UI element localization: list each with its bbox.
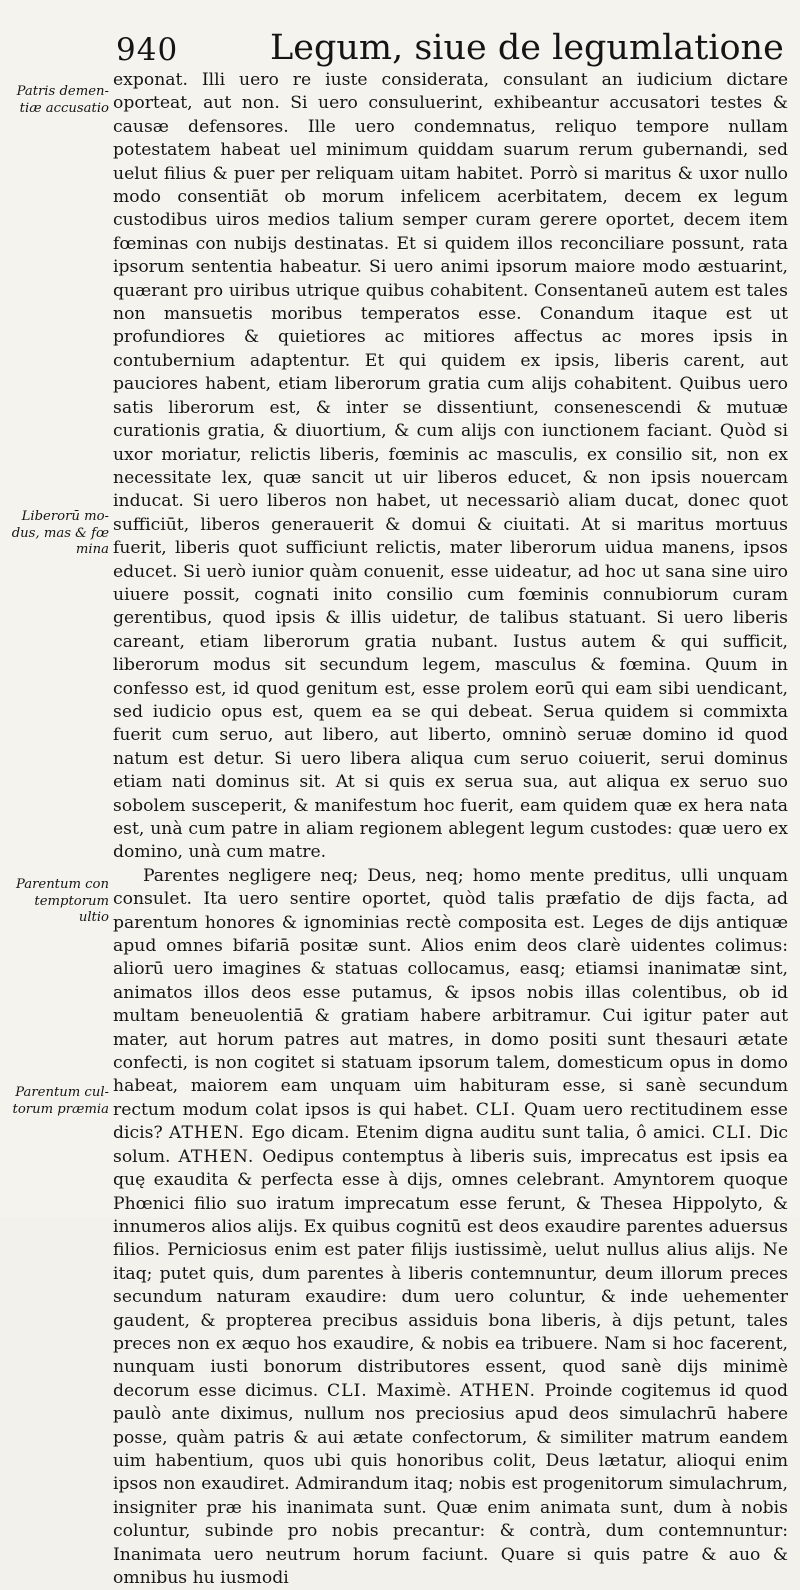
paragraph-text: Ego dicam. Etenim digna auditu sunt talia, ô amici. (251, 1123, 706, 1144)
running-title: Legum, siue de legumlatione (270, 28, 784, 68)
paragraph-text: Oedipus contemptus à liberis suis, imprecatus est ipsis ea quę exaudita & perfecta esse à dijs, omnes celebrant. Amyntorem quoque Phœnici filio suo iratum imprecatum esse ferunt, & Thesea Hippolyto, & innumeros alios alijs. Ex quibus cognitū est deos exaudire parentes aduersus filios. Perniciosus enim est pater filijs iustissimè, uelut nullus alius alijs. Ne itaq; putet quis, dum parentes à liberis contemnuntur, deum illorum preces secundum naturam exaudire: dum uero coluntur, & inde uehementer gaudent, & propterea precibus assiduis bona liberis, à dijs petunt, tales preces non ex æquo hos exaudire, & nobis ea tribuere. Nam si hoc facerent, nunquam iusti bonorum distributores essent, quod sanè dijs minimè decorum esse dicimus. (113, 1146, 788, 1401)
paragraph-text: Proinde cogitemus id quod paulò ante diximus, nullum nos preciosius apud deos simulachrū habere posse, quàm patris & aui ætate confectorum, & similiter matrum eandem uim habentium, quos ubi quis honoribus colit, Deus lætatur, alioqui enim ipsos non exaudiret. Admirandum itaq; nobis est progenitorum simulachrum, insigniter præ his inanimata sunt. Quæ enim animata sunt, dum à nobis coluntur, subinde pro nobis precantur: & contrà, dum contemnuntur: Inanimata uero neutrum horum faciunt. Quare si quis patre & auo & omnibus hu iusmodi (113, 1380, 789, 1588)
page-header (110, 24, 800, 74)
page-number: 940 (116, 32, 179, 68)
margin-note-contemptorum: Parentum con temptorum ultio (15, 877, 109, 925)
paragraph-text: Quòd si uxor moriatur, relictis liberis, fœminis ac masculis, ex consilio sit, non ex necessitate lex, quæ sancit ut uir liberos educet, & non ipsis nouercam inducat. Si uero liberos non habet, ut necessariò aliam ducat, donec quot sufficiūt, liberos generauerit & domui & ciuitati. At si maritus mortuus fuerit, liberis quot sufficiunt relictis, mater liberorum uidua manens, ipsos educet. Si uerò iunior quàm conuenit, esse uideatur, ad hoc ut sana sine uiro uiuere possit, cognati inito consilio cum fœminis connubiorum curam gerentibus, quod ipsis & illis uidetur, de talibus statuant. Si uero liberis careant, etiam liberorum gratia nubant. Iustus autem & qui sufficit, liberorum modus sit secundum legem, masculus & fœmina. Quum in confesso est, id quod genitum est, esse prolem eorū qui eam sibi uendicant, sed iudicio opus est, quem ea se qui debeat. Serua quidem si commixta fuerit cum seruo, aut libero, aut liberto, omninò seruæ domino id quod natum est detur. Si uero libera aliqua cum seruo coiuerit, serui dominus etiam nati dominus sit. At si quis ex serua sua, aut aliqua ex seruo suo sobolem susceperit, & manifestum hoc fuerit, eam quidem quæ ex hera nata est, unà cum patre in aliam regionem ablegent legum custodes: quæ uero ex domino, unà cum matre. (113, 421, 788, 863)
speaker-label: ATHEN. (178, 1146, 255, 1167)
margin-note-liberorum: Liberorū mo-dus, mas & fœ mina (11, 509, 109, 557)
paragraph-text: exponat. Illi uero re iuste considerata, consulant an iudicium dictare oporteat, aut non. Si uero consuluerint, exhibeantur accusatori testes & causæ defensores. Ille uero condemnatus, reliquo tempore nullam potestatem habeat uel minimum quiddam suarum rerum gubernandi, sed uelut filius & puer per reliquam uitam habitet. Porrò si maritus & uxor nullo modo consentiāt ob morum infelicem acerbitatem, decem ex legum custodibus uiros medios talium semper curam gerere oportet, decem item fœminas con nubijs destinatas. Et si quidem illos reconciliare possunt, rata ipsorum sententia habeatur. Si uero animi ipsorum maiore modo æstuarint, quærant pro uiribus utrique quibus cohabitent. Consentaneū autem est tales non mansuetis moribus temperatos esse. Conandum itaque est ut profundiores & quietiores ac mitiores affectus ac mores ipsis in contubernium adaptentur. Et qui quidem ex ipsis, liberis carent, aut pauciores habent, etiam liberorum gratia cum alijs cohabitent. Quibus uero satis liberorum est, & inter se dissentiunt, consenescendi & mutuæ curationis gratia, & diuortium, & cum alijs con iunctionem faciant. (113, 70, 788, 442)
paragraph (113, 69, 788, 865)
body-text (113, 69, 788, 1590)
paragraph-text: Quam uero rectitudinem esse dicis? (113, 1099, 788, 1144)
paragraph (113, 865, 788, 1590)
paragraph-text: Parentes negligere neq; Deus, neq; homo mente preditus, ulli unquam consulet. Ita uero sentire oportet, quòd talis præfatio de dijs facta, ad parentum honores & ignominias rectè composita est. Leges de dijs antiquæ apud omnes bifariā positæ sunt. Alios enim deos clarè uidentes colimus: aliorū uero imagines & statuas collocamus, easq; etiamsi inanimatæ sint, animatos illos deos esse putamus, & ipsos nobis illas colentibus, ob id multam beneuolentiā & gratiam habere arbitramur. Cui igitur pater aut mater, aut horum patres aut matres, in domo positi sunt thesauri ætate confecti, is non cogitet si statuam ipsorum talem, domesticum opus in domo habeat, maiorem eam unquam uim habituram esse, si sanè secundum rectum modum colat ipsos is qui habet. (113, 865, 788, 1120)
speaker-label: CLI. (711, 1123, 753, 1144)
paragraph-text: Dic solum. (113, 1123, 788, 1167)
margin-note-patris: Patris demen-tiæ accusatio (16, 84, 109, 116)
speaker-label: CLI. (475, 1099, 517, 1120)
speaker-label: ATHEN. (169, 1123, 245, 1144)
margin-note-cultorum: Parentum cul-torum præmia (12, 1085, 109, 1117)
speaker-label: ATHEN. (460, 1380, 536, 1401)
paragraph-text: Maximè. (376, 1380, 452, 1401)
speaker-label: CLI. (326, 1380, 368, 1401)
